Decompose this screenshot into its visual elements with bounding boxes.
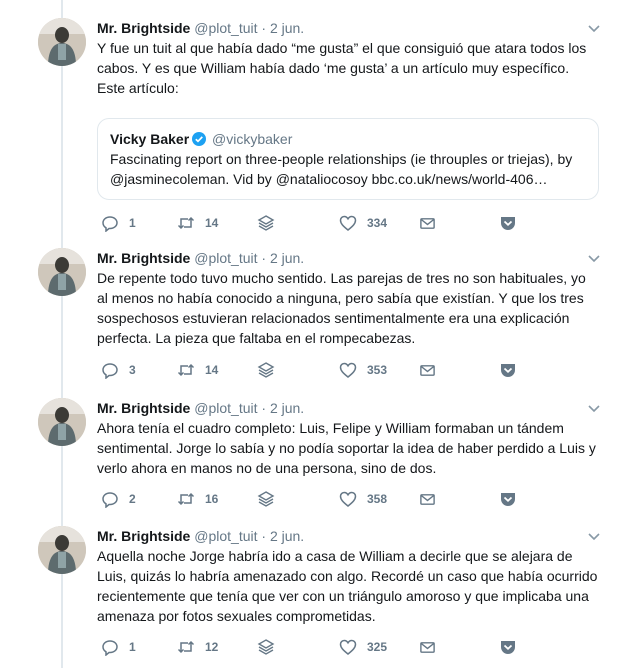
retweet-button[interactable] [177, 637, 218, 657]
tweet-menu-caret[interactable] [587, 398, 601, 418]
tweet-text [97, 418, 607, 478]
reply-count: 1 [129, 216, 136, 230]
chevron-down-icon [587, 526, 601, 546]
tweet-text-line: sospechosos estuvieran relacionados sentimentalmente era una explicación [97, 310, 570, 326]
pocket-button[interactable] [499, 360, 517, 380]
pocket-button[interactable] [499, 489, 517, 509]
direct-message-button[interactable] [419, 489, 436, 509]
reply-icon [101, 490, 119, 508]
author-handle[interactable]: @plot_tuit [194, 250, 258, 266]
layers-button[interactable] [257, 360, 275, 380]
tweet-text-line: amenaza por fotos sexuales comprometidas. [97, 608, 376, 624]
pocket-icon [499, 638, 517, 656]
reply-button[interactable] [101, 637, 136, 657]
heart-icon [339, 214, 357, 232]
separator-dot: · [261, 528, 267, 544]
envelope-icon [419, 215, 436, 232]
avatar-image-icon [38, 398, 86, 446]
tweet-header [97, 398, 607, 418]
envelope-icon [419, 639, 436, 656]
tweet-header [97, 526, 607, 546]
avatar-image-icon [38, 526, 86, 574]
layers-button[interactable] [257, 489, 275, 509]
tweet-text-line: recientemente que tenía que ver con un triángulo amoroso y que implicaba una [97, 588, 589, 604]
chevron-down-icon [587, 248, 601, 268]
tweet-timestamp[interactable]: 2 jun. [269, 250, 305, 266]
reply-button[interactable] [101, 360, 136, 380]
layers-icon [257, 214, 275, 232]
tweet-actions [97, 360, 537, 380]
layers-icon [257, 638, 275, 656]
tweet-menu-caret[interactable] [587, 526, 601, 546]
author-name[interactable]: Mr. Brightside [97, 20, 191, 36]
tweet-timestamp[interactable]: 2 jun. [269, 20, 305, 36]
pocket-button[interactable] [499, 213, 517, 233]
heart-icon [339, 638, 357, 656]
chevron-down-icon [587, 398, 601, 418]
tweet-text-line: Aquella noche Jorge habría ido a casa de William a decirle que se alejara de [97, 548, 573, 564]
avatar-image-icon [38, 18, 86, 66]
like-count: 358 [367, 492, 388, 506]
envelope-icon [419, 362, 436, 379]
like-count: 353 [367, 363, 388, 377]
tweet-text [97, 546, 607, 626]
tweet-menu-caret[interactable] [587, 18, 601, 38]
tweet-text-line: cabos. Y es que William había dado ‘me gusta’ a un artículo muy específico. [97, 60, 570, 76]
retweet-count: 16 [205, 492, 219, 506]
tweet-header [97, 18, 607, 38]
reply-button[interactable] [101, 213, 136, 233]
separator-dot: · [261, 20, 267, 36]
retweet-icon [177, 638, 195, 656]
retweet-button[interactable] [177, 360, 218, 380]
heart-icon [339, 490, 357, 508]
layers-button[interactable] [257, 213, 275, 233]
tweet-text-line: Y fue un tuit al que había dado “me gusta” el que consiguió que atara todos los [97, 40, 587, 56]
direct-message-button[interactable] [419, 637, 436, 657]
reply-icon [101, 361, 119, 379]
reply-icon [101, 214, 119, 232]
verified-badge-icon [192, 132, 206, 146]
layers-button[interactable] [257, 637, 275, 657]
avatar[interactable] [38, 248, 86, 296]
separator-dot: · [261, 250, 267, 266]
tweet-text-line: De repente todo tuvo mucho sentido. Las parejas de tres no son habituales, yo [97, 270, 586, 286]
like-count: 325 [367, 640, 388, 654]
author-name[interactable]: Mr. Brightside [97, 250, 191, 266]
retweet-icon [177, 361, 195, 379]
heart-icon [339, 361, 357, 379]
like-button[interactable] [339, 360, 387, 380]
tweet-menu-caret[interactable] [587, 248, 601, 268]
envelope-icon [419, 491, 436, 508]
tweet-text-line: Ahora tenía el cuadro completo: Luis, Felipe y William formaban un tándem [97, 420, 564, 436]
pocket-icon [499, 361, 517, 379]
retweet-button[interactable] [177, 489, 218, 509]
separator-dot: · [261, 400, 267, 416]
avatar[interactable] [38, 526, 86, 574]
like-button[interactable] [339, 213, 387, 233]
author-handle[interactable]: @plot_tuit [194, 400, 258, 416]
quoted-tweet-card[interactable] [97, 118, 599, 200]
reply-count: 1 [129, 640, 136, 654]
retweet-count: 14 [205, 363, 219, 377]
avatar-image-icon [38, 248, 86, 296]
avatar[interactable] [38, 398, 86, 446]
tweet-actions [97, 489, 537, 509]
quoted-tweet-text-line: @jasminecoleman. Vid by @nataliocosoy bbc.co.uk/news/world-406… [110, 171, 548, 187]
quoted-tweet-header [110, 129, 586, 149]
quoted-tweet-text-line: Fascinating report on three-people relationships (ie throuples or triejas), by [110, 151, 573, 167]
reply-count: 2 [129, 492, 136, 506]
author-name[interactable]: Mr. Brightside [97, 528, 191, 544]
retweet-count: 14 [205, 216, 219, 230]
retweet-button[interactable] [177, 213, 218, 233]
tweet-text-line: Luis, quizás lo habría amenazado con algo. Recordé un caso que había ocurrido [97, 568, 598, 584]
layers-icon [257, 490, 275, 508]
tweet-text-line: verlo ahora en manos no de una persona, sino de dos. [97, 460, 437, 476]
direct-message-button[interactable] [419, 213, 436, 233]
retweet-icon [177, 490, 195, 508]
like-button[interactable] [339, 637, 387, 657]
reply-button[interactable] [101, 489, 136, 509]
author-handle[interactable]: @plot_tuit [194, 20, 258, 36]
reply-count: 3 [129, 363, 136, 377]
tweet-text-line: perfecta. La pieza que faltaba en el rompecabezas. [97, 330, 416, 346]
like-button[interactable] [339, 489, 387, 509]
retweet-count: 12 [205, 640, 219, 654]
tweet-timestamp[interactable]: 2 jun. [269, 528, 305, 544]
tweet-header [97, 248, 607, 268]
retweet-icon [177, 214, 195, 232]
author-name[interactable]: Mr. Brightside [97, 400, 191, 416]
direct-message-button[interactable] [419, 360, 436, 380]
tweet-timestamp[interactable]: 2 jun. [269, 400, 305, 416]
like-count: 334 [367, 216, 388, 230]
pocket-icon [499, 214, 517, 232]
quoted-author-handle: @vickybaker [212, 131, 293, 147]
tweet-text [97, 268, 607, 348]
tweet-actions [97, 213, 537, 233]
pocket-icon [499, 490, 517, 508]
tweet-actions [97, 637, 537, 657]
pocket-button[interactable] [499, 637, 517, 657]
layers-icon [257, 361, 275, 379]
tweet-text-line: Este artículo: [97, 80, 179, 96]
tweet-text-line: sentimental. Jorge lo sabía y no podía soportar la idea de haber perdido a Luis y [97, 440, 596, 456]
reply-icon [101, 638, 119, 656]
tweet-text [97, 38, 607, 98]
tweet-text-line: al menos no había conocido a ninguna, pero sabía que existían. Y que los tres [97, 290, 584, 306]
avatar[interactable] [38, 18, 86, 66]
quoted-author-name: Vicky Baker [110, 131, 190, 147]
chevron-down-icon [587, 18, 601, 38]
author-handle[interactable]: @plot_tuit [194, 528, 258, 544]
